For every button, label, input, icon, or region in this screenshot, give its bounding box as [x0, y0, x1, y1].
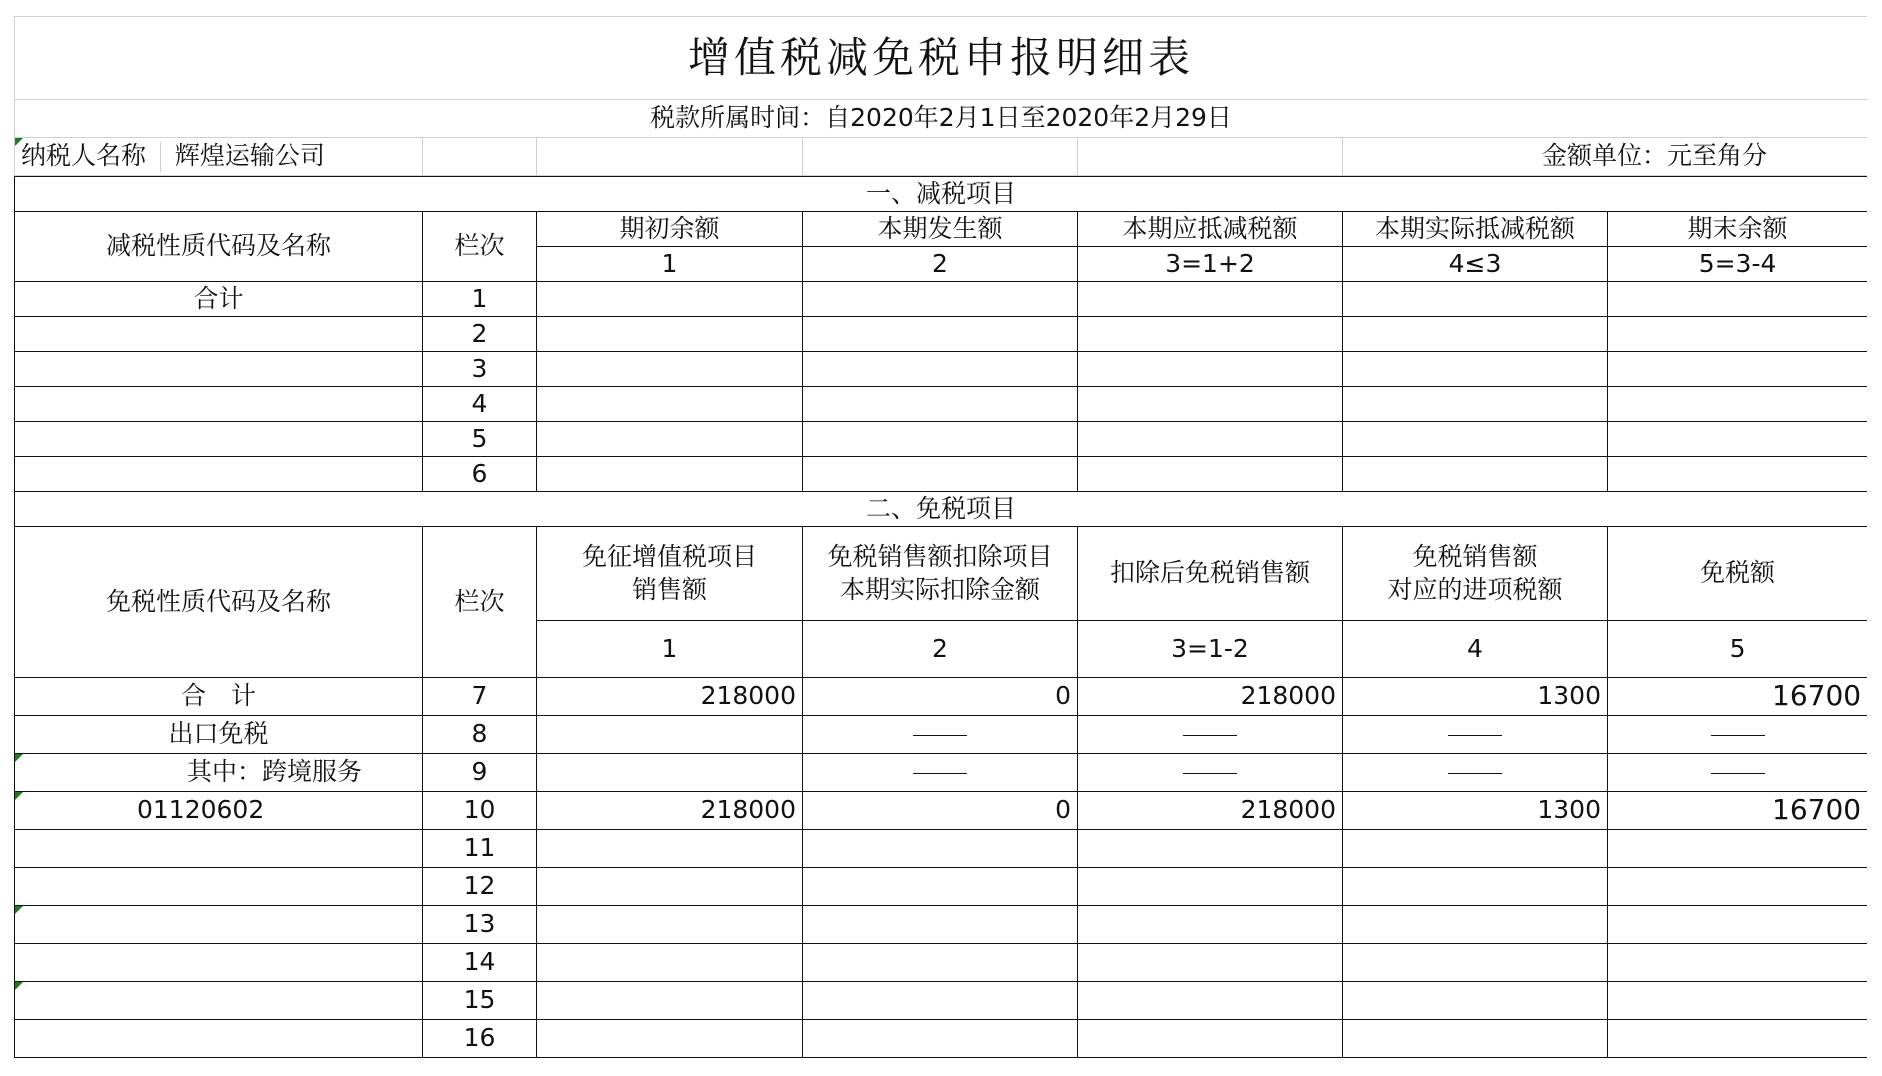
amount-cell[interactable]	[537, 944, 803, 982]
amount-cell[interactable]	[537, 352, 803, 387]
exemption-col-header-1[interactable]	[537, 527, 803, 621]
amount-cell[interactable]: 218000	[1078, 792, 1343, 830]
row-number-cell[interactable]: 11	[423, 830, 537, 868]
amount-cell[interactable]	[803, 868, 1078, 906]
amount-cell[interactable]	[1078, 830, 1343, 868]
amount-cell[interactable]	[803, 944, 1078, 982]
exemption-row	[15, 716, 1868, 754]
dash-mark	[1183, 773, 1237, 774]
amount-cell[interactable]	[1343, 1020, 1608, 1058]
not-applicable-cell[interactable]	[803, 754, 1078, 792]
amount-cell[interactable]	[537, 1020, 803, 1058]
reduction-col-number[interactable]: 2	[803, 247, 1078, 282]
amount-cell[interactable]	[1343, 830, 1608, 868]
empty-cell[interactable]	[1078, 138, 1343, 176]
amount-cell[interactable]	[1608, 906, 1868, 944]
not-applicable-cell[interactable]	[803, 716, 1078, 754]
reduction-col-number[interactable]: 1	[537, 247, 803, 282]
exemption-row	[15, 830, 1868, 868]
exemption-row	[15, 1020, 1868, 1058]
amount-cell[interactable]	[803, 387, 1078, 422]
row-number-cell[interactable]: 6	[423, 457, 537, 492]
amount-cell[interactable]	[1343, 868, 1608, 906]
exemption-col-number[interactable]: 1	[537, 621, 803, 678]
amount-cell[interactable]	[1608, 868, 1868, 906]
dash-mark	[913, 773, 967, 774]
exemption-nature-cell[interactable]	[15, 906, 423, 944]
amount-cell[interactable]	[1078, 317, 1343, 352]
amount-cell[interactable]	[803, 422, 1078, 457]
amount-cell[interactable]: 0	[803, 678, 1078, 716]
reduction-row	[15, 457, 1868, 492]
not-applicable-cell[interactable]	[1343, 754, 1608, 792]
dash-mark	[1448, 735, 1502, 736]
exemption-section-title[interactable]: 二、免税项目	[15, 492, 1868, 527]
exemption-col-number[interactable]: 2	[803, 621, 1078, 678]
tax-period[interactable]: 税款所属时间：自2020年2月1日至2020年2月29日	[15, 100, 1868, 138]
exemption-col-number[interactable]: 4	[1343, 621, 1608, 678]
exemption-nature-cell[interactable]	[15, 830, 423, 868]
exemption-nature-cell[interactable]: 出口免税	[15, 716, 423, 754]
amount-cell[interactable]	[1078, 1020, 1343, 1058]
amount-cell[interactable]	[537, 830, 803, 868]
amount-cell[interactable]	[1608, 982, 1868, 1020]
reduction-col-header[interactable]: 本期应抵减税额	[1078, 212, 1343, 247]
reduction-col-header[interactable]: 本期发生额	[803, 212, 1078, 247]
row-number-cell[interactable]: 13	[423, 906, 537, 944]
amount-cell[interactable]	[1608, 387, 1868, 422]
amount-cell[interactable]: 218000	[1078, 678, 1343, 716]
not-applicable-cell[interactable]	[1608, 754, 1868, 792]
dash-mark	[1183, 735, 1237, 736]
amount-cell[interactable]	[1343, 282, 1608, 317]
reduction-nature-cell[interactable]: 合计	[15, 282, 423, 317]
reduction-nature-cell[interactable]	[15, 422, 423, 457]
header-line: 免税销售额扣除项目	[827, 542, 1053, 571]
reduction-row-header[interactable]: 栏次	[423, 212, 537, 282]
exemption-row	[15, 944, 1868, 982]
amount-cell[interactable]	[537, 982, 803, 1020]
exemption-nature-header[interactable]: 免税性质代码及名称	[15, 527, 423, 678]
amount-cell[interactable]	[1608, 457, 1868, 492]
amount-cell[interactable]: 1300	[1343, 678, 1608, 716]
exemption-col-header-5[interactable]: 免税额	[1608, 527, 1868, 621]
amount-cell[interactable]: 218000	[537, 678, 803, 716]
amount-unit[interactable]: 金额单位：元至角分	[1343, 138, 1868, 176]
amount-cell[interactable]	[1608, 1020, 1868, 1058]
header-line: 免征增值税项目	[581, 542, 757, 571]
amount-cell[interactable]	[537, 317, 803, 352]
spreadsheet	[14, 16, 1867, 1066]
amount-cell[interactable]	[1343, 387, 1608, 422]
row-number-cell[interactable]: 8	[423, 716, 537, 754]
row-number-cell[interactable]: 14	[423, 944, 537, 982]
row-number-cell[interactable]: 15	[423, 982, 537, 1020]
not-applicable-cell[interactable]	[1608, 716, 1868, 754]
exemption-col-number[interactable]: 3=1-2	[1078, 621, 1343, 678]
amount-cell[interactable]	[1608, 422, 1868, 457]
row-number-cell[interactable]: 12	[423, 868, 537, 906]
amount-cell[interactable]	[803, 982, 1078, 1020]
exemption-row	[15, 982, 1868, 1020]
amount-cell[interactable]	[1343, 317, 1608, 352]
row-number-cell[interactable]: 10	[423, 792, 537, 830]
exemption-row	[15, 906, 1868, 944]
exemption-nature-cell[interactable]	[15, 982, 423, 1020]
reduction-row	[15, 282, 1868, 317]
empty-cell[interactable]	[803, 138, 1078, 176]
taxpayer-label: 纳税人名称	[21, 140, 147, 170]
amount-cell[interactable]	[537, 906, 803, 944]
exemption-nature-cell[interactable]	[15, 1020, 423, 1058]
header-line: 本期实际扣除金额	[839, 574, 1040, 604]
amount-cell[interactable]	[1608, 317, 1868, 352]
row-number-cell[interactable]: 5	[423, 422, 537, 457]
reduction-col-header[interactable]: 本期实际抵减税额	[1343, 212, 1608, 247]
amount-cell[interactable]	[803, 1020, 1078, 1058]
reduction-section-title[interactable]: 一、减税项目	[15, 177, 1868, 212]
not-applicable-cell[interactable]	[1078, 716, 1343, 754]
amount-cell[interactable]	[1608, 944, 1868, 982]
amount-cell[interactable]: 0	[803, 792, 1078, 830]
header-line: 销售额	[631, 574, 707, 604]
amount-cell[interactable]	[1078, 387, 1343, 422]
exemption-nature-cell[interactable]: 合 计	[15, 678, 423, 716]
amount-cell[interactable]	[803, 457, 1078, 492]
amount-cell[interactable]	[1343, 982, 1608, 1020]
taxpayer-name: 辉煌运输公司	[174, 140, 325, 170]
amount-cell[interactable]	[537, 387, 803, 422]
not-applicable-cell[interactable]	[1343, 716, 1608, 754]
amount-cell[interactable]	[803, 830, 1078, 868]
exemption-nature-cell[interactable]	[15, 944, 423, 982]
exemption-row	[15, 678, 1868, 716]
row-number-cell[interactable]: 3	[423, 352, 537, 387]
exemption-col-number[interactable]: 5	[1608, 621, 1868, 678]
amount-cell[interactable]	[803, 906, 1078, 944]
dash-mark	[1448, 773, 1502, 774]
amount-cell[interactable]	[1343, 906, 1608, 944]
amount-cell[interactable]	[1343, 352, 1608, 387]
reduction-nature-cell[interactable]	[15, 352, 423, 387]
amount-cell[interactable]	[1608, 282, 1868, 317]
declaration-table	[14, 176, 1867, 1058]
amount-cell[interactable]: 16700	[1608, 678, 1868, 716]
amount-cell[interactable]	[1078, 457, 1343, 492]
reduction-row	[15, 387, 1868, 422]
exemption-nature-cell[interactable]	[15, 868, 423, 906]
amount-cell[interactable]	[537, 282, 803, 317]
reduction-row	[15, 352, 1868, 387]
amount-cell[interactable]	[803, 352, 1078, 387]
reduction-row	[15, 422, 1868, 457]
amount-cell[interactable]	[1078, 352, 1343, 387]
row-number-cell[interactable]: 16	[423, 1020, 537, 1058]
amount-cell[interactable]	[537, 754, 803, 792]
row-number-cell[interactable]: 9	[423, 754, 537, 792]
dash-mark	[913, 735, 967, 736]
empty-cell[interactable]	[537, 138, 803, 176]
row-number-cell[interactable]: 1	[423, 282, 537, 317]
dash-mark	[1711, 735, 1765, 736]
amount-cell[interactable]	[1078, 868, 1343, 906]
reduction-nature-cell[interactable]	[15, 457, 423, 492]
row-number-cell[interactable]: 4	[423, 387, 537, 422]
reduction-nature-cell[interactable]	[15, 317, 423, 352]
reduction-col-number[interactable]: 3=1+2	[1078, 247, 1343, 282]
amount-cell[interactable]	[1078, 906, 1343, 944]
reduction-col-number[interactable]: 4≤3	[1343, 247, 1608, 282]
reduction-nature-header[interactable]: 减税性质代码及名称	[15, 212, 423, 282]
amount-cell[interactable]	[537, 868, 803, 906]
row-number-cell[interactable]: 2	[423, 317, 537, 352]
header-line: 对应的进项税额	[1387, 574, 1563, 604]
exemption-col-header-3[interactable]: 扣除后免税销售额	[1078, 527, 1343, 621]
form-title[interactable]: 增值税减免税申报明细表	[15, 17, 1868, 100]
taxpayer-cell[interactable]	[15, 138, 423, 176]
amount-cell[interactable]	[1078, 282, 1343, 317]
exemption-col-header-2[interactable]	[803, 527, 1078, 621]
exemption-col-header-4[interactable]	[1343, 527, 1608, 621]
amount-cell[interactable]	[1078, 982, 1343, 1020]
amount-cell[interactable]	[1608, 830, 1868, 868]
amount-cell[interactable]	[1343, 457, 1608, 492]
row-number-cell[interactable]: 7	[423, 678, 537, 716]
amount-cell[interactable]	[537, 716, 803, 754]
amount-cell[interactable]	[537, 457, 803, 492]
reduction-col-number[interactable]: 5=3-4	[1608, 247, 1868, 282]
exemption-row	[15, 754, 1868, 792]
exemption-nature-cell[interactable]: 01120602	[15, 792, 423, 830]
dash-mark	[1711, 773, 1765, 774]
not-applicable-cell[interactable]	[1078, 754, 1343, 792]
amount-cell[interactable]	[1343, 944, 1608, 982]
amount-cell[interactable]: 218000	[537, 792, 803, 830]
amount-cell[interactable]: 16700	[1608, 792, 1868, 830]
amount-cell[interactable]	[537, 422, 803, 457]
exemption-row-header[interactable]: 栏次	[423, 527, 537, 678]
exemption-row	[15, 868, 1868, 906]
header-line: 免税销售额	[1412, 542, 1538, 571]
amount-cell[interactable]	[803, 282, 1078, 317]
exemption-row	[15, 792, 1868, 830]
amount-cell[interactable]: 1300	[1343, 792, 1608, 830]
reduction-row	[15, 317, 1868, 352]
amount-cell[interactable]	[1078, 422, 1343, 457]
reduction-col-header[interactable]: 期初余额	[537, 212, 803, 247]
reduction-nature-cell[interactable]	[15, 387, 423, 422]
amount-cell[interactable]	[1343, 422, 1608, 457]
empty-cell[interactable]	[423, 138, 537, 176]
exemption-nature-cell[interactable]: 其中：跨境服务	[15, 754, 423, 792]
amount-cell[interactable]	[1608, 352, 1868, 387]
amount-cell[interactable]	[803, 317, 1078, 352]
amount-cell[interactable]	[1078, 944, 1343, 982]
reduction-col-header[interactable]: 期末余额	[1608, 212, 1868, 247]
